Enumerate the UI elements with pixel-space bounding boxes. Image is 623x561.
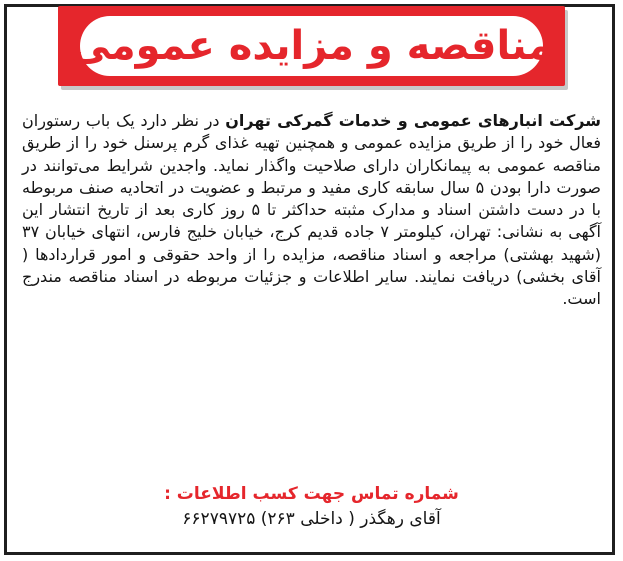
notice-body — [22, 110, 601, 311]
title-banner-inner — [70, 16, 553, 76]
company-name: شرکت انبارهای عمومی و خدمات گمرکی تهران — [225, 111, 601, 130]
contact-line: آقای رهگذر ( داخلی ۲۶۳) ۶۶۲۷۹۷۲۵ — [182, 509, 441, 529]
title-banner — [58, 6, 565, 86]
contact-heading: شماره تماس جهت کسب اطلاعات : — [164, 484, 459, 504]
notice-title: مناقصه و مزایده عمومی — [70, 23, 553, 69]
notice-body-text: در نظر دارد یک باب رستوران فعال خود را از طریق مزایده عمومی و همچنین تهیه غذای گرم پرسنل خود را از طریق مناقصه عمومی به پیمانکاران دارای صلاحیت واگذار نماید. واجدین شرایط می‌توانند در صورت دارا بودن ۵ سال سابقه کاری مفید و مرتبط و عضویت در اتحادیه صنف مربوطه با در دست داشتن اسناد و مدارک مثبته حداکثر تا ۵ روز کاری بعد از تاریخ انتشار این آگهی به نشانی: تهران، کیلومتر ۷ جاده قدیم کرج، خیابان خلیج فارس، انتهای خیابان ۳۷ (شهید بهشتی) مراجعه و اسناد مناقصه، مزایده را از واحد حقوقی و امور قراردادها ( آقای بخشی) دریافت نمایند. سایر اطلاعات و جزئیات مربوطه در اسناد مناقصه مندرج است. — [22, 111, 602, 309]
